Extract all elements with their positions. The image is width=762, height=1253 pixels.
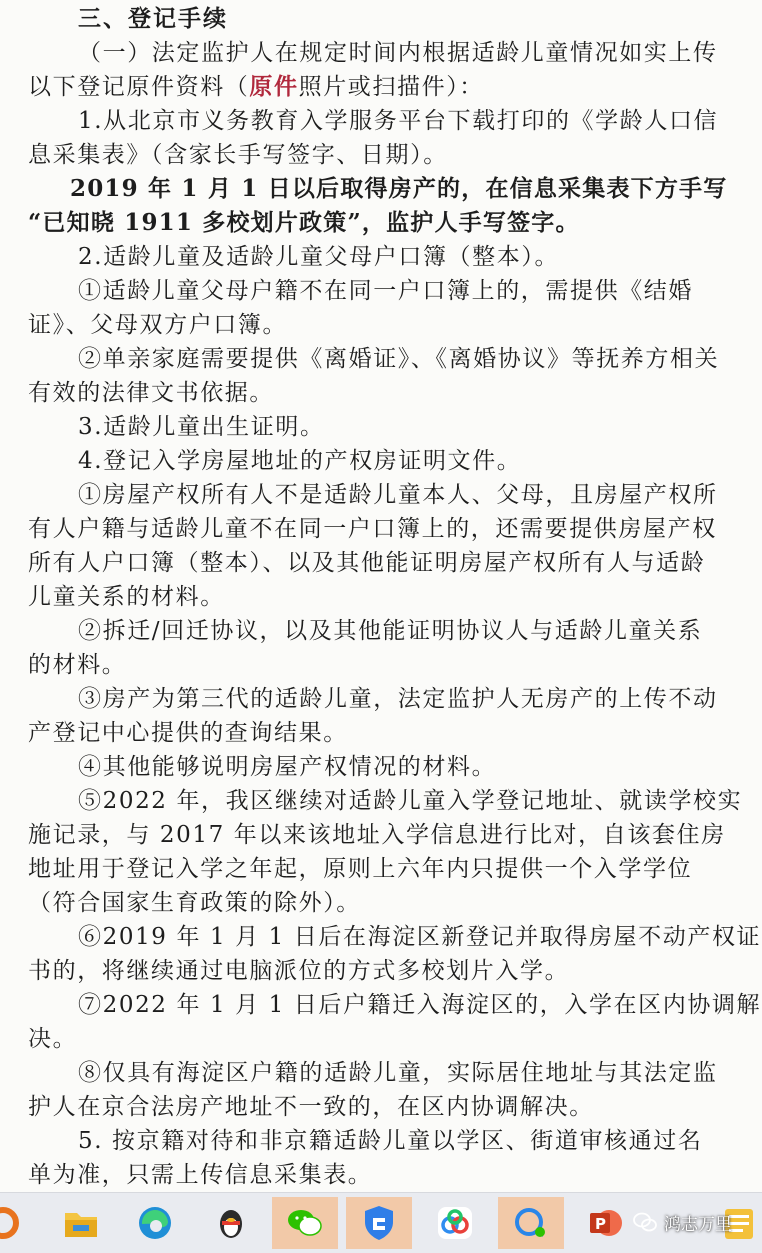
item4-2-line1: ②拆迁/回迁协议，以及其他能证明协议人与适龄儿童关系 bbox=[78, 618, 703, 644]
item4-1-line2: 有人户籍与适龄儿童不在同一户口簿上的，还需要提供房屋产权 bbox=[28, 516, 717, 542]
search-icon bbox=[0, 1203, 23, 1243]
item4-1-line1: ①房屋产权所有人不是适龄儿童本人、父母，且房屋产权所 bbox=[78, 482, 718, 508]
taskbar bbox=[0, 1192, 762, 1253]
security-app-button[interactable] bbox=[346, 1197, 412, 1249]
item4-6-line1: ⑥2019 年 1 月 1 日后在海淀区新登记并取得房屋不动产权证 bbox=[78, 924, 762, 950]
para1-line1: （一）法定监护人在规定时间内根据适龄儿童情况如实上传 bbox=[78, 40, 718, 66]
file-explorer-button[interactable] bbox=[48, 1197, 114, 1249]
svg-text:P: P bbox=[595, 1215, 606, 1233]
item3: 3.适龄儿童出生证明。 bbox=[78, 414, 325, 440]
item4-5-line1: ⑤2022 年，我区继续对适龄儿童入学登记地址、就读学校实 bbox=[78, 788, 743, 814]
item4-7-line1: ⑦2022 年 1 月 1 日后户籍迁入海淀区的，入学在区内协调解 bbox=[78, 992, 762, 1018]
item4-7-line2: 决。 bbox=[28, 1026, 78, 1052]
item4-3-line2: 产登记中心提供的查询结果。 bbox=[28, 720, 348, 746]
bold-note-line2: “已知晓 1911 多校划片政策”，监护人手写签字。 bbox=[28, 209, 580, 236]
item2-1-line2: 证》、父母双方户口簿。 bbox=[28, 312, 288, 338]
penguin-icon bbox=[212, 1204, 250, 1242]
item4-8-line2: 护人在京合法房产地址不一致的，在区内协调解决。 bbox=[28, 1094, 594, 1120]
item4-5-line2: 施记录，与 2017 年以来该地址入学信息进行比对，自该套住房 bbox=[28, 822, 726, 848]
item2: 2.适龄儿童及适龄儿童父母户口簿（整本）。 bbox=[78, 244, 560, 270]
item4-1-line3: 所有人户口簿（整本）、以及其他能证明房屋产权所有人与适龄 bbox=[28, 550, 706, 576]
chat-app-button[interactable] bbox=[498, 1197, 564, 1249]
powerpoint-icon bbox=[586, 1205, 624, 1241]
watermark bbox=[632, 1207, 732, 1237]
item4-1-line4: 儿童关系的材料。 bbox=[28, 584, 225, 610]
wechat-icon bbox=[285, 1205, 325, 1241]
folder-icon bbox=[63, 1207, 99, 1239]
para1-line2 bbox=[28, 70, 484, 104]
item2-2-line1: ②单亲家庭需要提供《离婚证》、《离婚协议》等抚养方相关 bbox=[78, 346, 720, 372]
item4-5-line3: 地址用于登记入学之年起，原则上六年内只提供一个入学学位 bbox=[28, 856, 693, 882]
item4-8-line1: ⑧仅具有海淀区户籍的适龄儿童，实际居住地址与其法定监 bbox=[78, 1060, 718, 1086]
wechat-watermark-icon bbox=[632, 1211, 658, 1233]
item4-5-line4: （符合国家生育政策的除外）。 bbox=[28, 890, 361, 916]
netdisk-icon bbox=[436, 1205, 474, 1241]
para1-line2-pre: 以下登记原件资料（ bbox=[28, 74, 250, 100]
netdisk-button[interactable] bbox=[422, 1197, 488, 1249]
item4-2-line2: 的材料。 bbox=[28, 652, 127, 678]
item5-line2: 单为准，只需上传信息采集表。 bbox=[28, 1162, 373, 1188]
powerpoint-button[interactable] bbox=[572, 1197, 638, 1249]
qq-button[interactable] bbox=[198, 1197, 264, 1249]
item1-line1: 1.从北京市义务教育入学服务平台下载打印的《学龄人口信 bbox=[78, 108, 719, 134]
bold-note-line1: 2019 年 1 月 1 日以后取得房产的，在信息采集表下方手写 bbox=[70, 175, 728, 202]
item4-3-line1: ③房产为第三代的适龄儿童，法定监护人无房产的上传不动 bbox=[78, 686, 718, 712]
edge-browser-button[interactable] bbox=[122, 1197, 188, 1249]
item5-line1: 5. 按京籍对待和非京籍适龄儿童以学区、街道审核通过名 bbox=[78, 1128, 703, 1154]
chat-bubble-icon bbox=[511, 1205, 551, 1241]
original-highlight: 原件 bbox=[249, 73, 299, 100]
search-app-button[interactable] bbox=[0, 1197, 36, 1249]
item4-4: ④其他能够说明房屋产权情况的材料。 bbox=[78, 754, 497, 780]
item2-1-line1: ①适龄儿童父母户籍不在同一户口簿上的，需提供《结婚 bbox=[78, 278, 693, 304]
item4-6-line2: 书的，将继续通过电脑派位的方式多校划片入学。 bbox=[28, 958, 570, 984]
wechat-button[interactable] bbox=[272, 1197, 338, 1249]
item4: 4.登记入学房屋地址的产权房证明文件。 bbox=[78, 448, 522, 474]
section-heading: 三、登记手续 bbox=[78, 5, 228, 32]
watermark-text: 鸿志万里 bbox=[664, 1214, 732, 1235]
para1-line2-post: 照片或扫描件）： bbox=[298, 74, 484, 100]
item1-line2: 息采集表》（含家长手写签字、日期）。 bbox=[28, 142, 448, 168]
shield-icon bbox=[362, 1204, 396, 1242]
edge-icon bbox=[136, 1204, 174, 1242]
item2-2-line2: 有效的法律文书依据。 bbox=[28, 380, 274, 406]
